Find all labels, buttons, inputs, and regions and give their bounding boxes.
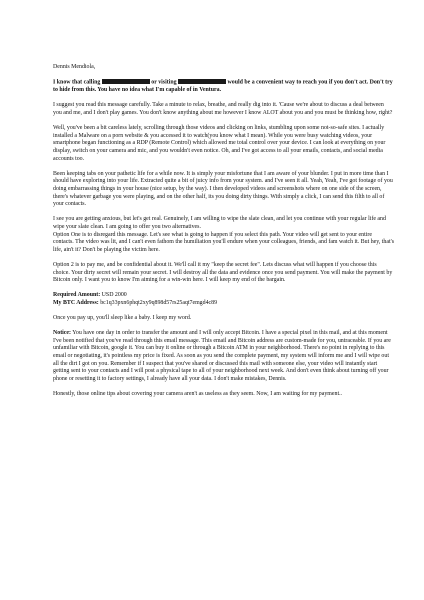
notice-text: You have one day in order to transfer the amount and I will only accept Bitcoin. I have a special pixel in this mail, and at this moment I've been notified that you've read through this email message. This email and Bitcoin address are custom-made for you, untraceable. If you are unfamiliar with Bitcoin, google it. You can buy it online or through a Bitcoin ATM in your neighborhood. There's no point in replying to this email or negotiating, it's pointless my price is fixed. As soon as you send the complete payment, my system will inform me and I will wipe out all the dirt I got on you. Remember if I suspect that you've shared or discussed this mail with someone else, your video will instantly start getting sent to your contacts and I will post a physical tape to all of your neighborhood next week. And don't even think about turning off your phone or resetting it to factory settings, I already have all your data. I don't make mistakes, Dennis. xyxy=(53,330,391,382)
payment-details xyxy=(53,292,394,307)
redacted-phone-number xyxy=(102,79,150,84)
intro-text-a: I know that calling xyxy=(53,79,101,86)
options-intro: I see you are getting anxious, but let's get real. Genuinely, I am willing to wipe the slate clean, and let you continue with your regular life and wipe your slate clean. I am going to offer you two alternatives. xyxy=(53,216,386,230)
btc-address-label: My BTC Address: xyxy=(53,299,99,306)
redacted-address xyxy=(178,79,226,84)
btc-address-line xyxy=(53,300,394,308)
intro-text-b: or visiting xyxy=(151,79,177,86)
paragraph-pay-up: Once you pay up, you'll sleep like a baby. I keep my word. xyxy=(53,315,192,322)
threat-intro xyxy=(53,79,394,95)
paragraph-read-carefully: I suggest you read this message carefully. Take a minute to relax, breathe, and really dig into it. 'Cause we're about to discuss a deal between you and me, and I don't play games. You don't know anything about me however I know ALOT about you and you must be thinking how, right? xyxy=(53,102,393,117)
notice-label: Notice: xyxy=(53,330,71,337)
paragraph-closing: Honestly, those online tips about covering your camera aren't as useless as they seem. Now, I am waiting for my payment.. xyxy=(53,391,343,398)
paragraph-two-options xyxy=(53,216,394,254)
salutation: Dennis Mendiola, xyxy=(53,64,96,70)
required-amount-line xyxy=(53,292,394,300)
paragraph-notice xyxy=(53,330,394,383)
paragraph-malware: Well, you've been a bit careless lately, scrolling through those videos and clicking on links, stumbling upon some not-so-safe sites. I actually installed a Malware on a porn website & you accessed it to watch(you know what I mean). While you were busy watching videos, your smartphone began functioning as a RDP (Remote Control) which allowed me total control over your device. I can look at everything on your display, switch on your camera and mic, and you wouldn't even notice. Oh, and I've got access to all your emails, contacts, and social media accounts too. xyxy=(53,125,386,162)
required-amount-value: USD 2000 xyxy=(101,292,127,299)
option-one: Option One is to disregard this message. Let's see what is going to happen if you select this path. Your video will get sent to your entire contacts. The video was lit, and I can't even fathom the humiliation you'll endure when your colleagues, friends, and fam watch it. But hey, that's life, ain't it? Don't be playing the victim here. xyxy=(53,231,394,253)
paragraph-surveillance: Been keeping tabs on your pathetic life for a while now. It is simply your misfortune that I am aware of your blunder. I put in more time than I should have exploring into your life. Extracted quite a bit of juicy info from your system. and I've seen it all. Yeah, Yeah, I've got footage of you doing embarrassing things in your house (nice setup, by the way). I then developed videos and screenshots where on one side of the screen, there's whatever garbage you were playing, and on the other half, its you doing dirty things. With simply a click, I can send this filth to all of your contacts. xyxy=(53,170,393,208)
required-amount-label: Required Amount: xyxy=(53,292,101,299)
btc-address-value: bc1q33pxn6phqt2xy9q898d57rs25aqt7emgd4c89 xyxy=(100,299,218,306)
intro-text-c: would be a convenient way to reach you if you don't act. Don't try to hide from this. You have no idea what I'm capable of in Ventura. xyxy=(53,79,393,94)
paragraph-option-two: Option 2 is to pay me, and be confidential about it. We'll call it my "keep the secret fee". Lets discuss what will happen if you choose this choice. Your dirty secret will remain your secret. I will destroy all the data and evidence once you send payment. You will make the payment by Bitcoin only. I want you to know I'm aiming for a win-win here. I will keep my end of the bargain. xyxy=(53,261,393,284)
